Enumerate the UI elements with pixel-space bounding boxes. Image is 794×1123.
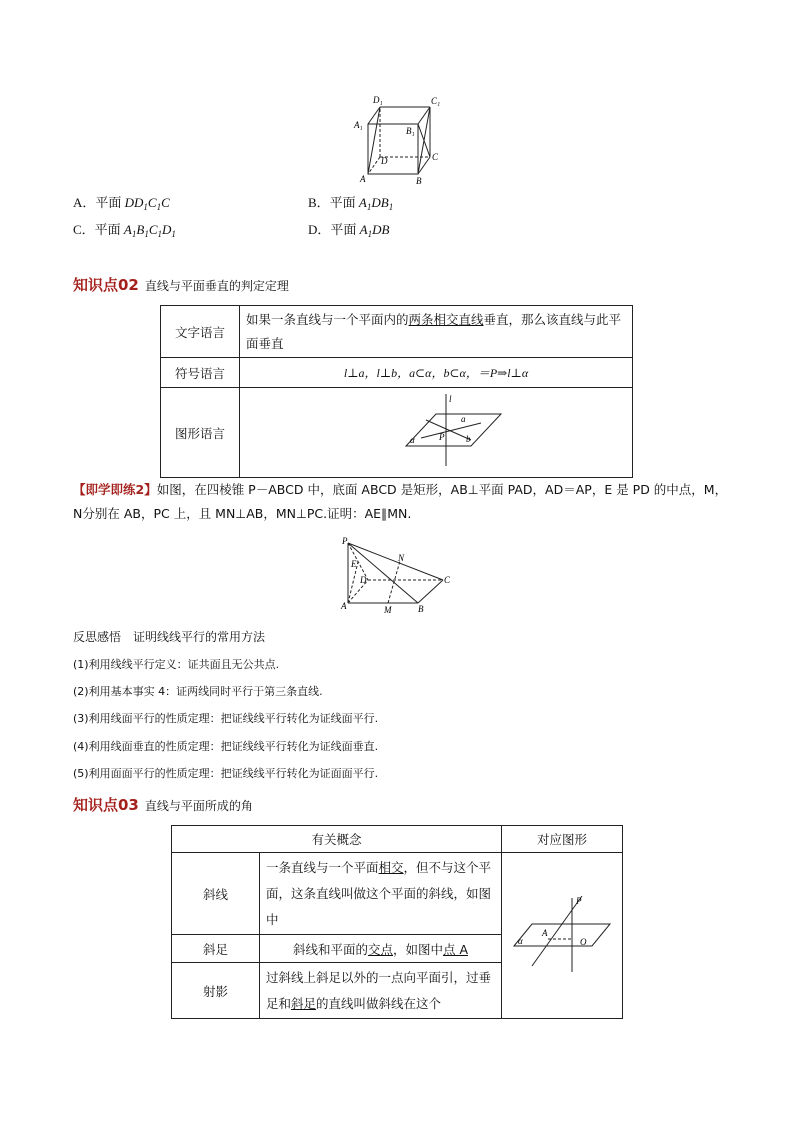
option-d[interactable]: D．平面 $A_1DB$ xyxy=(308,222,390,239)
row-label-projection: 射影 xyxy=(172,963,260,1019)
option-c[interactable]: C．平面 $A_1B_1C_1D_1$ xyxy=(73,222,176,239)
row-label-text: 文字语言 xyxy=(161,306,240,358)
fig-label-l: l xyxy=(449,394,452,404)
section-03-title: 知识点03 直线与平面所成的角 xyxy=(73,796,253,814)
pyr-label-p: P xyxy=(342,536,348,546)
pyr-label-m: M xyxy=(384,605,392,615)
option-b[interactable]: B．平面 $A_1DB_1$ xyxy=(308,195,394,212)
cube-label-d1: D₁ xyxy=(373,95,383,105)
cube-label-b1: B₁ xyxy=(406,126,415,136)
fig-label-alpha: α xyxy=(410,435,415,445)
fig3-label-a: A xyxy=(542,928,548,938)
row-label-figure: 图形语言 xyxy=(161,388,240,478)
header-concept: 有关概念 xyxy=(172,826,502,853)
reflection-item-4: (4)利用线面垂直的性质定理：把证线线平行转化为证线面垂直. xyxy=(73,740,379,753)
cube-figure xyxy=(350,92,450,187)
angle-table xyxy=(171,825,623,1019)
pyr-label-n: N xyxy=(398,553,405,563)
pyramid-figure xyxy=(338,535,458,617)
row-label-symbol: 符号语言 xyxy=(161,358,240,388)
reflection-item-1: (1)利用线线平行定义：证共面且无公共点. xyxy=(73,658,280,671)
plane-perpendicular-figure xyxy=(246,388,626,474)
reflection-item-5: (5)利用面面平行的性质定理：把证线线平行转化为证面面平行. xyxy=(73,767,379,780)
pyr-label-d: D xyxy=(360,575,367,585)
theorem-table xyxy=(160,305,633,478)
cube-label-c1: C₁ xyxy=(431,96,441,106)
cube-label-a1: A₁ xyxy=(354,120,363,130)
section-02-title: 知识点02 直线与平面垂直的判定定理 xyxy=(73,276,289,294)
fig-label-p: P xyxy=(439,432,445,442)
cube-label-d: D xyxy=(381,156,388,166)
row-label-foot: 斜足 xyxy=(172,935,260,963)
row-value-text: 如果一条直线与一个平面内的两条相交直线垂直，那么该直线与此平面垂直 xyxy=(240,306,633,358)
option-a[interactable]: A．平面 $DD_1C_1C$ xyxy=(73,195,170,212)
oblique-line-figure xyxy=(508,884,616,984)
row-label-oblique: 斜线 xyxy=(172,853,260,935)
fig-label-a: a xyxy=(461,414,466,424)
reflection-item-2: (2)利用基本事实 4：证两线同时平行于第三条直线. xyxy=(73,685,323,698)
fig-label-b: b xyxy=(466,434,471,444)
cube-label-a: A xyxy=(360,174,366,184)
pyr-label-a: A xyxy=(341,601,347,611)
pyr-label-e: E xyxy=(351,559,357,569)
pyr-label-b: B xyxy=(418,604,424,614)
reflection-title: 反思感悟 证明线线平行的常用方法 xyxy=(73,630,266,644)
pyr-label-c: C xyxy=(444,575,451,585)
header-figure: 对应图形 xyxy=(502,826,623,853)
row-value-figure xyxy=(240,388,633,478)
practice-problem: 【即学即练2】如图，在四棱锥 P－ABCD 中，底面 ABCD 是矩形，AB⊥平面 PAD，AD＝AP，E 是 PD 的中点，M，N分别在 AB，PC 上，且 MN⊥AB，MN⊥PC.证明：AE∥MN. xyxy=(73,482,728,521)
reflection-item-3: (3)利用线面平行的性质定理：把证线线平行转化为证线面平行. xyxy=(73,712,379,725)
row-value-projection: 过斜线上斜足以外的一点向平面引，过垂足和斜足的直线叫做斜线在这个 xyxy=(260,963,502,1019)
angle-figure-cell xyxy=(502,853,623,1019)
row-value-oblique: 一条直线与一个平面相交，但不与这个平面，这条直线叫做这个平面的斜线，如图中 xyxy=(260,853,502,935)
fig3-label-o: O xyxy=(580,937,587,947)
row-value-symbol: l⊥a，l⊥b，a⊂α，b⊂α，＝P⇒l⊥α xyxy=(240,358,633,388)
row-value-foot: 斜线和平面的交点，如图中点 A xyxy=(260,935,502,963)
cube-label-c: C xyxy=(432,152,439,162)
fig3-label-alpha: α xyxy=(518,936,523,946)
fig3-label-p: P xyxy=(576,896,582,906)
cube-label-b: B xyxy=(416,176,422,186)
